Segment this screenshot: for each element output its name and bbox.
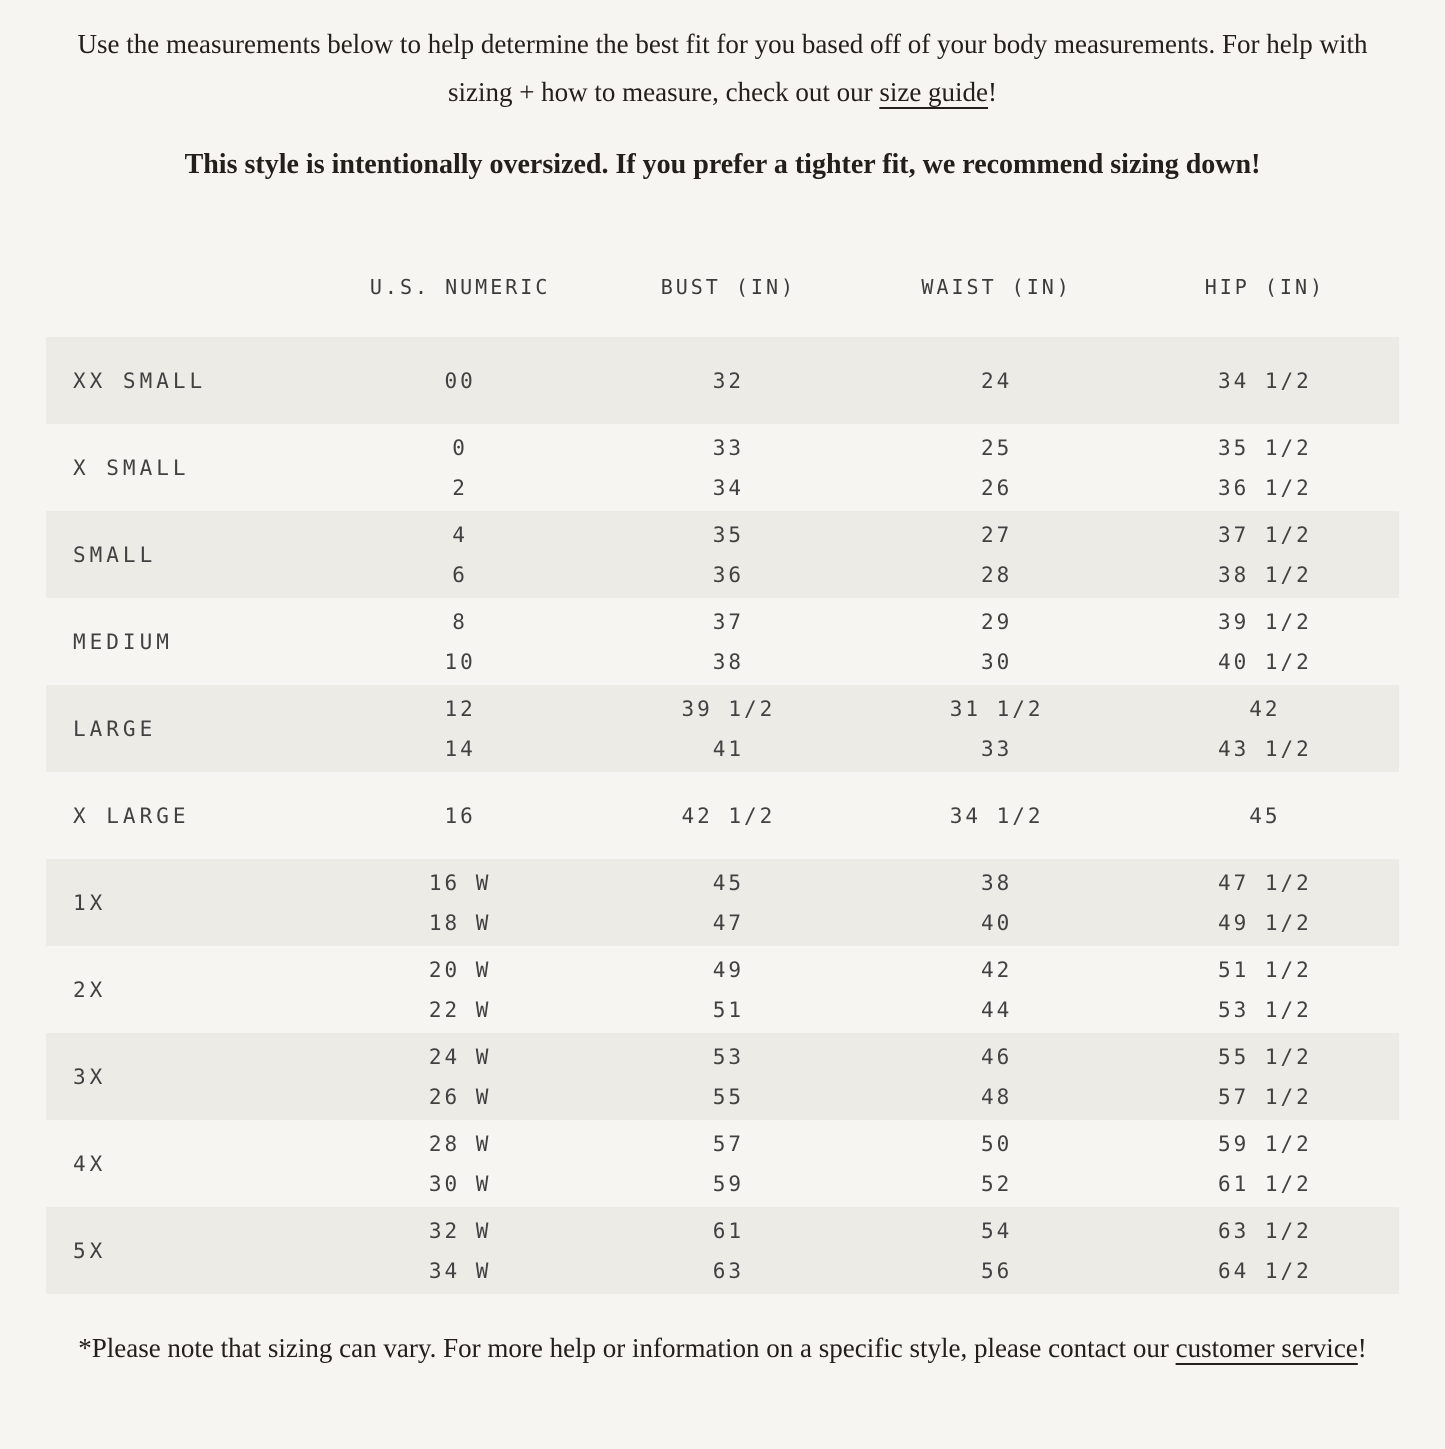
numeric-value: 34 W: [428, 1258, 492, 1283]
waist-cell: [863, 1034, 1131, 1120]
size-table: [46, 267, 1399, 1294]
waist-value: 50: [980, 1131, 1013, 1156]
hip-value: 63 1/2: [1217, 1218, 1312, 1243]
hip-value: 55 1/2: [1217, 1044, 1312, 1069]
bust-cell: [594, 1121, 862, 1207]
hip-value: 40 1/2: [1217, 649, 1312, 674]
table-header-row: [46, 267, 1399, 307]
waist-cell: [863, 425, 1131, 511]
waist-value: 40: [980, 910, 1013, 935]
hip-cell: [1131, 1034, 1399, 1120]
size-label: 3X: [73, 1064, 107, 1089]
waist-value: 30: [980, 649, 1013, 674]
numeric-value: 22 W: [428, 997, 492, 1022]
numeric-cell: [326, 686, 594, 772]
hip-value: 36 1/2: [1217, 475, 1312, 500]
numeric-cell: [326, 512, 594, 598]
bust-cell: [594, 860, 862, 946]
size-label: 1X: [73, 890, 107, 915]
hip-value: 34 1/2: [1217, 368, 1312, 393]
table-row: [46, 859, 1399, 946]
customer-service-link[interactable]: customer service: [1175, 1333, 1358, 1363]
size-label: X LARGE: [73, 803, 190, 828]
oversized-note: This style is intentionally oversized. If you prefer a tighter fit, we recommend sizing down!: [184, 149, 1261, 180]
hip-value: 53 1/2: [1217, 997, 1312, 1022]
footnote-text-before-link: *Please note that sizing can vary. For more help or information on a specific style, please contact our: [78, 1333, 1176, 1363]
waist-value: 25: [980, 435, 1013, 460]
bust-cell: [594, 512, 862, 598]
bust-value: 49: [712, 957, 745, 982]
hip-value: 64 1/2: [1217, 1258, 1312, 1283]
bust-cell: [594, 599, 862, 685]
footnote: [43, 1326, 1403, 1371]
hip-cell: [1131, 425, 1399, 511]
waist-cell: [863, 1208, 1131, 1294]
waist-cell: [863, 947, 1131, 1033]
hip-cell: [1131, 1121, 1399, 1207]
waist-value: 28: [980, 562, 1013, 587]
bust-value: 34: [712, 475, 745, 500]
numeric-value: 16: [444, 803, 476, 828]
numeric-value: 20 W: [428, 957, 492, 982]
column-header-waist: WAIST (IN): [921, 275, 1072, 299]
waist-cell: [863, 1121, 1131, 1207]
waist-value: 44: [980, 997, 1013, 1022]
waist-cell: [863, 793, 1131, 839]
numeric-value: 24 W: [428, 1044, 492, 1069]
bust-value: 47: [712, 910, 745, 935]
table-row: [46, 1120, 1399, 1207]
bust-cell: [594, 947, 862, 1033]
column-header-hip: HIP (IN): [1204, 275, 1326, 299]
size-label: X SMALL: [73, 455, 190, 480]
waist-value: 46: [980, 1044, 1013, 1069]
numeric-value: 32 W: [428, 1218, 492, 1243]
hip-cell: [1131, 860, 1399, 946]
waist-cell: [863, 512, 1131, 598]
numeric-cell: [326, 860, 594, 946]
waist-value: 38: [980, 870, 1013, 895]
bust-value: 63: [712, 1258, 745, 1283]
bust-value: 32: [712, 368, 745, 393]
table-row: [46, 424, 1399, 511]
numeric-cell: [326, 599, 594, 685]
bust-value: 59: [712, 1171, 745, 1196]
table-row: [46, 685, 1399, 772]
numeric-value: 00: [444, 368, 476, 393]
hip-value: 43 1/2: [1217, 736, 1312, 761]
bust-value: 53: [712, 1044, 745, 1069]
intro-text: [73, 20, 1373, 116]
bust-value: 35: [712, 522, 745, 547]
waist-value: 24: [980, 368, 1013, 393]
hip-cell: [1131, 1208, 1399, 1294]
bust-value: 39 1/2: [681, 696, 776, 721]
size-label: XX SMALL: [73, 368, 207, 393]
hip-value: 59 1/2: [1217, 1131, 1312, 1156]
size-label: MEDIUM: [73, 629, 173, 654]
size-chart-page: [0, 20, 1445, 1371]
hip-value: 39 1/2: [1217, 609, 1312, 634]
hip-value: 47 1/2: [1217, 870, 1312, 895]
numeric-cell: [326, 1208, 594, 1294]
bust-cell: [594, 358, 862, 404]
waist-value: 48: [980, 1084, 1013, 1109]
bust-value: 57: [712, 1131, 745, 1156]
table-row: [46, 337, 1399, 424]
hip-cell: [1131, 686, 1399, 772]
bust-cell: [594, 425, 862, 511]
table-row: [46, 946, 1399, 1033]
waist-cell: [863, 358, 1131, 404]
table-body: [46, 337, 1399, 1294]
numeric-value: 12: [444, 696, 476, 721]
bust-cell: [594, 1034, 862, 1120]
bust-value: 51: [712, 997, 745, 1022]
waist-value: 26: [980, 475, 1013, 500]
waist-value: 33: [980, 736, 1013, 761]
numeric-value: 18 W: [428, 910, 492, 935]
hip-value: 49 1/2: [1217, 910, 1312, 935]
numeric-value: 30 W: [428, 1171, 492, 1196]
waist-value: 52: [980, 1171, 1013, 1196]
bust-value: 55: [712, 1084, 745, 1109]
hip-value: 38 1/2: [1217, 562, 1312, 587]
table-row: [46, 1207, 1399, 1294]
hip-value: 45: [1249, 803, 1281, 828]
numeric-cell: [326, 358, 594, 404]
numeric-value: 6: [452, 562, 468, 587]
table-row: [46, 772, 1399, 859]
bust-value: 42 1/2: [681, 803, 776, 828]
hip-value: 37 1/2: [1217, 522, 1312, 547]
numeric-value: 8: [452, 609, 468, 634]
waist-cell: [863, 860, 1131, 946]
hip-value: 51 1/2: [1217, 957, 1312, 982]
hip-value: 42: [1249, 696, 1281, 721]
waist-cell: [863, 599, 1131, 685]
table-row: [46, 511, 1399, 598]
bust-cell: [594, 793, 862, 839]
numeric-value: 16 W: [428, 870, 492, 895]
bust-value: 61: [712, 1218, 745, 1243]
hip-value: 61 1/2: [1217, 1171, 1312, 1196]
bust-value: 33: [712, 435, 745, 460]
numeric-value: 2: [452, 475, 468, 500]
intro-text-after-link: !: [988, 77, 998, 107]
numeric-cell: [326, 1121, 594, 1207]
hip-cell: [1131, 793, 1399, 839]
hip-cell: [1131, 599, 1399, 685]
numeric-value: 28 W: [428, 1131, 492, 1156]
size-label: 4X: [73, 1151, 107, 1176]
numeric-cell: [326, 947, 594, 1033]
table-row: [46, 1033, 1399, 1120]
numeric-value: 10: [444, 649, 476, 674]
footnote-text-after-link: !: [1357, 1333, 1367, 1363]
hip-cell: [1131, 512, 1399, 598]
numeric-value: 26 W: [428, 1084, 492, 1109]
waist-value: 54: [980, 1218, 1013, 1243]
bust-value: 38: [712, 649, 745, 674]
bust-cell: [594, 1208, 862, 1294]
hip-value: 35 1/2: [1217, 435, 1312, 460]
intro-text-before-link: Use the measurements below to help determine the best fit for you based off of your body measurements. For help with sizing + how to measure, check out our: [77, 29, 1368, 107]
hip-cell: [1131, 947, 1399, 1033]
size-guide-link[interactable]: size guide: [879, 77, 989, 107]
numeric-cell: [326, 793, 594, 839]
numeric-value: 4: [452, 522, 468, 547]
size-label: LARGE: [73, 716, 157, 741]
waist-value: 29: [980, 609, 1013, 634]
waist-value: 27: [980, 522, 1013, 547]
size-label: 5X: [73, 1238, 107, 1263]
numeric-value: 14: [444, 736, 476, 761]
size-label: 2X: [73, 977, 107, 1002]
hip-value: 57 1/2: [1217, 1084, 1312, 1109]
column-header-bust: BUST (IN): [660, 275, 797, 299]
numeric-cell: [326, 425, 594, 511]
bust-value: 36: [712, 562, 745, 587]
waist-value: 56: [980, 1258, 1013, 1283]
numeric-value: 0: [452, 435, 468, 460]
bust-cell: [594, 686, 862, 772]
waist-value: 42: [980, 957, 1013, 982]
waist-cell: [863, 686, 1131, 772]
table-row: [46, 598, 1399, 685]
bust-value: 45: [712, 870, 745, 895]
waist-value: 34 1/2: [949, 803, 1044, 828]
waist-value: 31 1/2: [949, 696, 1044, 721]
column-header-us-numeric: U.S. NUMERIC: [369, 275, 551, 299]
numeric-cell: [326, 1034, 594, 1120]
hip-cell: [1131, 358, 1399, 404]
bust-value: 37: [712, 609, 745, 634]
size-label: SMALL: [73, 542, 157, 567]
bust-value: 41: [712, 736, 745, 761]
